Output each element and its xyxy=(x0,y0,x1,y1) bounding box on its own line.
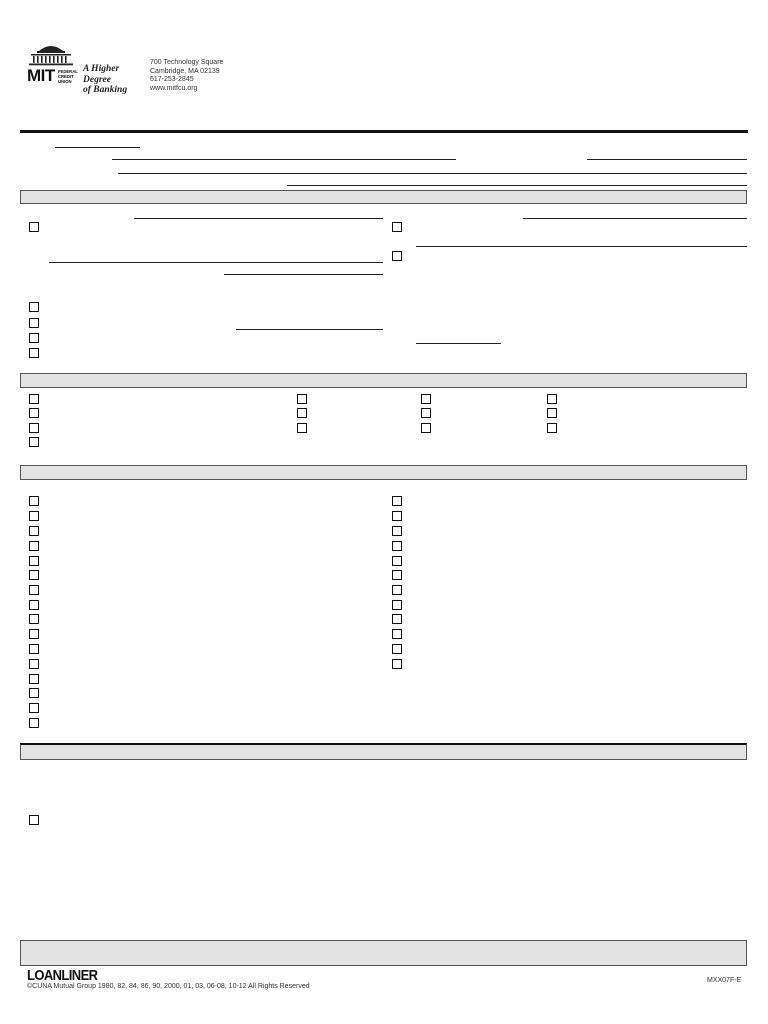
checkbox[interactable] xyxy=(297,394,307,404)
checkbox[interactable] xyxy=(29,526,39,536)
checkbox[interactable] xyxy=(29,394,39,404)
checkbox[interactable] xyxy=(29,600,39,610)
checkbox[interactable] xyxy=(29,674,39,684)
checkbox[interactable] xyxy=(297,423,307,433)
logo xyxy=(27,42,78,92)
field-line[interactable] xyxy=(416,343,501,344)
checkbox[interactable] xyxy=(297,408,307,418)
checkbox[interactable] xyxy=(392,614,402,624)
field-line[interactable] xyxy=(416,246,747,247)
checkbox[interactable] xyxy=(392,496,402,506)
checkbox[interactable] xyxy=(421,408,431,418)
section-bar-2 xyxy=(20,373,747,388)
field-line[interactable] xyxy=(49,262,383,263)
checkbox[interactable] xyxy=(392,600,402,610)
checkbox[interactable] xyxy=(29,222,39,232)
checkbox[interactable] xyxy=(29,585,39,595)
checkbox[interactable] xyxy=(547,408,557,418)
checkbox[interactable] xyxy=(29,333,39,343)
header-rule xyxy=(20,130,748,133)
checkbox[interactable] xyxy=(29,659,39,669)
checkbox[interactable] xyxy=(29,511,39,521)
logo-subtext: FEDERAL CREDIT UNION xyxy=(58,69,78,84)
checkbox[interactable] xyxy=(29,318,39,328)
field-line[interactable] xyxy=(134,218,383,219)
checkbox[interactable] xyxy=(392,251,402,261)
checkbox[interactable] xyxy=(29,348,39,358)
checkbox[interactable] xyxy=(421,394,431,404)
checkbox[interactable] xyxy=(29,570,39,580)
checkbox[interactable] xyxy=(29,703,39,713)
checkbox[interactable] xyxy=(29,815,39,825)
field-line[interactable] xyxy=(224,274,383,275)
copyright-text: ©CUNA Mutual Group 1980, 82, 84, 86, 90, 2000, 01, 03, 06-08, 10-12 All Rights Reserved xyxy=(27,983,310,990)
checkbox[interactable] xyxy=(392,526,402,536)
field-line[interactable] xyxy=(112,159,456,160)
checkbox[interactable] xyxy=(29,437,39,447)
checkbox[interactable] xyxy=(29,688,39,698)
checkbox[interactable] xyxy=(392,556,402,566)
checkbox[interactable] xyxy=(29,718,39,728)
field-line[interactable] xyxy=(118,173,747,174)
checkbox[interactable] xyxy=(29,556,39,566)
field-line[interactable] xyxy=(236,329,383,330)
checkbox[interactable] xyxy=(392,541,402,551)
bottom-bar xyxy=(20,940,747,966)
checkbox[interactable] xyxy=(29,614,39,624)
section-bar-4 xyxy=(20,743,747,760)
checkbox[interactable] xyxy=(392,644,402,654)
dome-building-icon xyxy=(27,42,75,66)
checkbox[interactable] xyxy=(392,629,402,639)
checkbox[interactable] xyxy=(547,423,557,433)
form-code: MXX07F-E xyxy=(707,977,742,984)
checkbox[interactable] xyxy=(29,302,39,312)
logo-text: MIT xyxy=(27,66,55,85)
field-line[interactable] xyxy=(287,185,747,186)
checkbox[interactable] xyxy=(421,423,431,433)
section-bar-1 xyxy=(20,190,747,204)
checkbox[interactable] xyxy=(392,511,402,521)
checkbox[interactable] xyxy=(29,644,39,654)
field-line[interactable] xyxy=(523,218,747,219)
checkbox[interactable] xyxy=(392,585,402,595)
checkbox[interactable] xyxy=(392,659,402,669)
loanliner-logo: LOANLINER xyxy=(27,967,98,984)
checkbox[interactable] xyxy=(392,570,402,580)
section-bar-3 xyxy=(20,465,747,480)
tagline: A Higher Degree of Banking xyxy=(83,64,128,95)
address-block: 700 Technology Square Cambridge, MA 02139 617-253-2845 www.mitfcu.org xyxy=(150,59,224,92)
checkbox[interactable] xyxy=(547,394,557,404)
field-line[interactable] xyxy=(587,159,747,160)
checkbox[interactable] xyxy=(29,408,39,418)
checkbox[interactable] xyxy=(392,222,402,232)
checkbox[interactable] xyxy=(29,496,39,506)
field-line[interactable] xyxy=(55,147,140,148)
checkbox[interactable] xyxy=(29,629,39,639)
checkbox[interactable] xyxy=(29,423,39,433)
checkbox[interactable] xyxy=(29,541,39,551)
